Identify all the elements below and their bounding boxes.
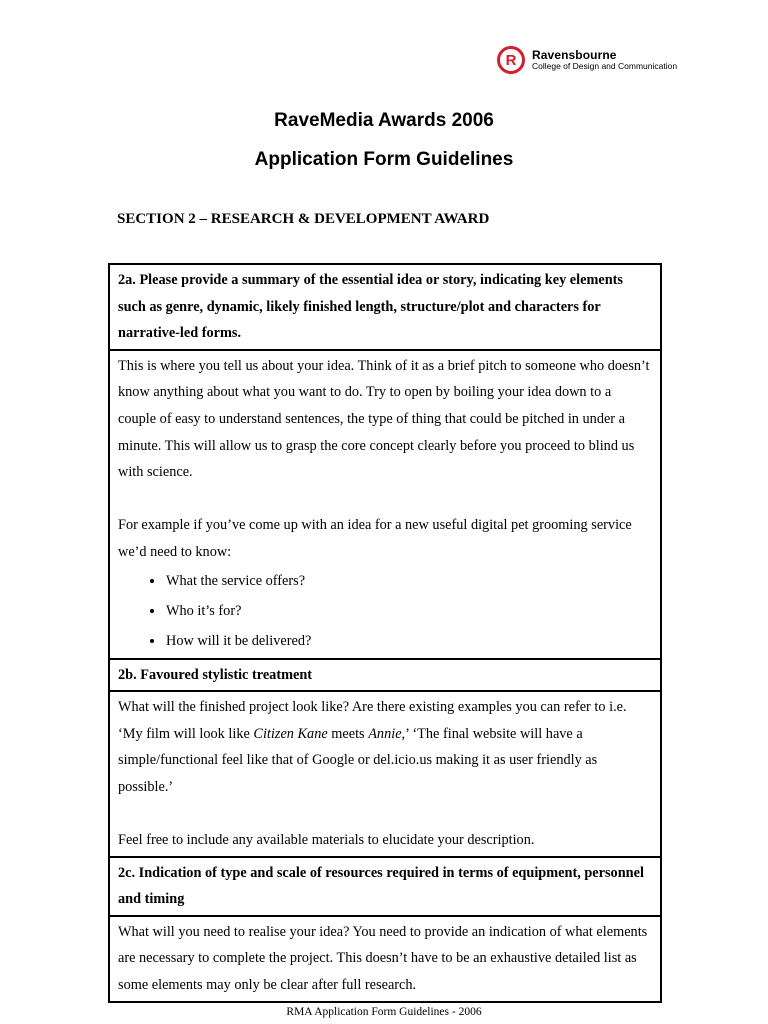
guidelines-table <box>108 263 662 1003</box>
answer-2a-bullet-list <box>118 566 652 656</box>
table-row <box>109 857 661 916</box>
answer-2c-paragraph: What will you need to realise your idea? You need to provide an indication of what elements are necessary to complete the project. This doesn’t have to be an exhaustive detailed list as some elements may only be clear after full research. <box>118 923 648 994</box>
ravensbourne-r-logo-icon: R <box>497 46 525 74</box>
answer-2b-text-c: ,’ ‘The final website will have a simple/functional feel like that of Google or del.icio.us making it as user friendly as possible.’ <box>118 725 598 795</box>
table-row <box>109 916 661 1002</box>
document-title: RaveMedia Awards 2006 <box>274 110 494 131</box>
list-item: • How will it be delivered? <box>165 626 652 656</box>
table-row <box>109 659 661 692</box>
answer-2b-paragraph-1 <box>118 694 652 800</box>
answer-2b-paragraph-2: Feel free to include any available materials to elucidate your description. <box>118 832 535 849</box>
answer-2b-text-b: meets <box>327 725 369 742</box>
logo-text <box>532 49 677 72</box>
answer-2b <box>109 691 661 857</box>
ravensbourne-logo <box>497 46 677 74</box>
answer-2b-italic-citizen-kane: Citizen Kane <box>253 725 328 742</box>
table-row <box>109 691 661 857</box>
answer-2b-text-a: What will the finished project look like? Are there existing examples you can refer to i.e. ‘My film will look like <box>118 699 627 742</box>
answer-2a <box>109 350 661 659</box>
logo-name: Ravensbourne <box>532 47 617 62</box>
answer-2c <box>109 916 661 1002</box>
answer-2b-italic-annie: Annie <box>368 725 402 742</box>
blank-line <box>118 486 652 513</box>
list-item: • What the service offers? <box>165 566 652 596</box>
question-2c: 2c. Indication of type and scale of resources required in terms of equipment, personnel and timing <box>109 857 661 916</box>
list-item: • Who it’s for? <box>165 596 652 626</box>
page-footer: RMA Application Form Guidelines - 2006 <box>286 1006 482 1018</box>
answer-2a-paragraph-2: For example if you’ve come up with an idea for a new useful digital pet grooming service we’d need to know: <box>118 517 632 560</box>
blank-line <box>118 801 652 828</box>
table-row <box>109 350 661 659</box>
question-2b: 2b. Favoured stylistic treatment <box>109 659 661 692</box>
logo-subtitle: College of Design and Communication <box>532 60 678 71</box>
table-row <box>109 264 661 350</box>
section-heading: SECTION 2 – RESEARCH & DEVELOPMENT AWARD <box>117 211 490 227</box>
question-2a: 2a. Please provide a summary of the essential idea or story, indicating key elements such as genre, dynamic, likely finished length, structure/plot and characters for narrative-led forms. <box>109 264 661 350</box>
answer-2a-paragraph-1: This is where you tell us about your idea. Think of it as a brief pitch to someone who doesn’t know anything about what you want to do. Try to open by boiling your idea down to a couple of easy to understand sentences, the type of thing that could be pitched in under a minute. This will allow us to grasp the core concept clearly before you proceed to blind us with science. <box>118 357 650 481</box>
document-subtitle: Application Form Guidelines <box>254 149 514 170</box>
